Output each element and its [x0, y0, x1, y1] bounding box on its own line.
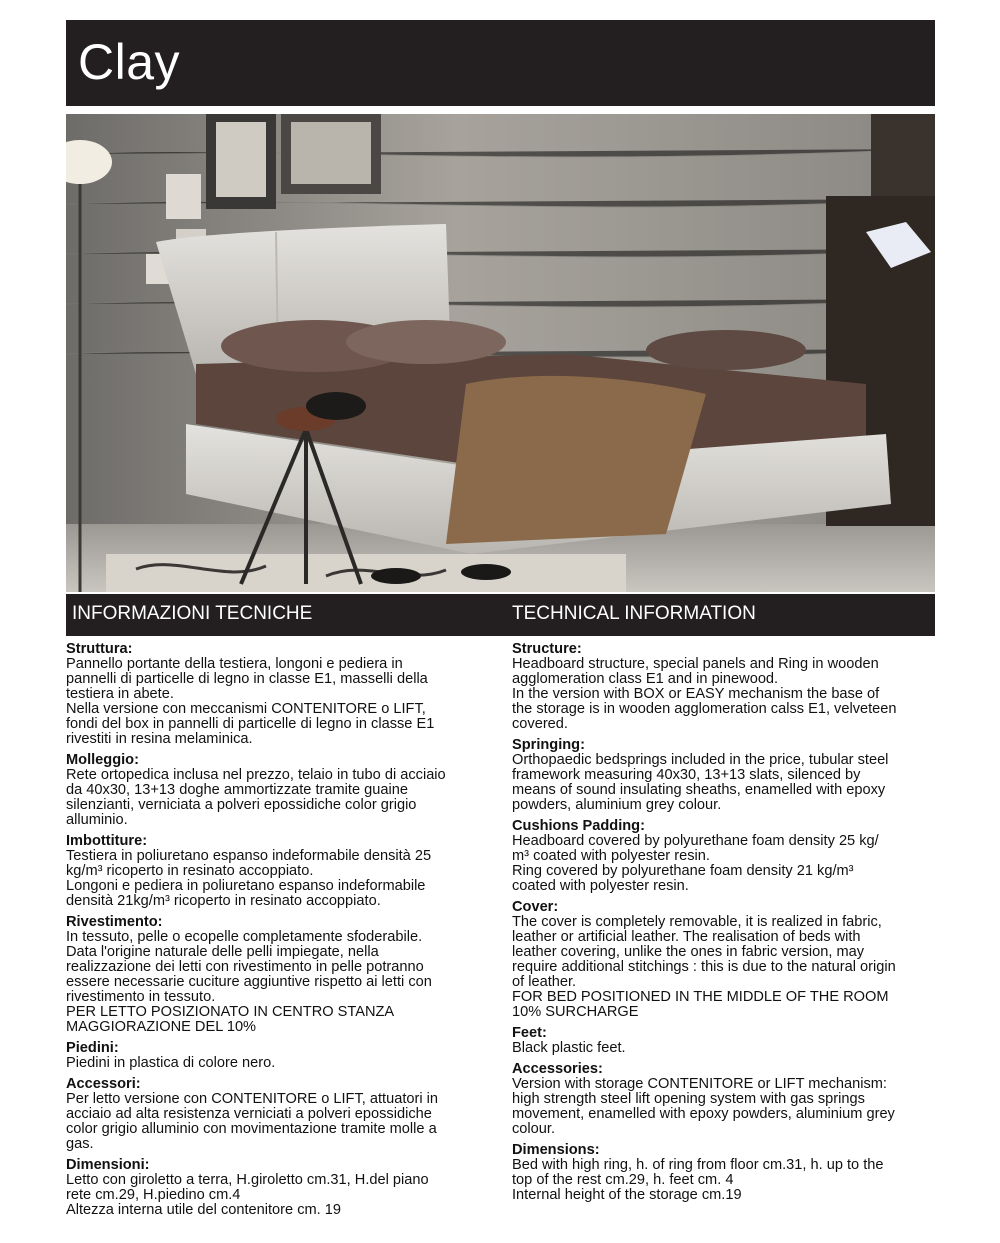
- spec-block-rivestimento: [66, 915, 491, 1035]
- spec-heading: Accessori:: [66, 1076, 141, 1092]
- spec-text: Piedini in plastica di colore nero.: [66, 1055, 276, 1071]
- spec-heading: Structure:: [512, 641, 582, 657]
- spec-block-struttura: [66, 642, 491, 747]
- spec-text: Pannello portante della testiera, longoni e pediera in pannelli di particelle di legno in classe E1, masselli della testiera in abete. Nella versione con meccanismi CONTENITORE o LIFT, fondi del box in pannelli di particelle di legno in classe E1 rivestiti in resina melaminica.: [66, 656, 435, 747]
- rug: [106, 554, 626, 592]
- spec-block-springing: [512, 738, 937, 813]
- spec-block-piedini: [66, 1041, 491, 1071]
- spec-text: Bed with high ring, h. of ring from floor cm.31, h. up to the top of the rest cm.29, h. feet cm. 4 Internal height of the storage cm.19: [512, 1157, 884, 1203]
- spec-text: Letto con giroletto a terra, H.giroletto cm.31, H.del piano rete cm.29, H.piedino cm.4 Altezza interna utile del contenitore cm. 19: [66, 1172, 429, 1218]
- spec-block-imbottiture: [66, 834, 491, 909]
- spec-heading: Springing:: [512, 737, 585, 753]
- title-bar: [66, 20, 935, 106]
- spec-block-structure: [512, 642, 937, 732]
- spec-block-cushions-padding: [512, 819, 937, 894]
- spec-heading: Cover:: [512, 899, 559, 915]
- spec-block-dimensioni: [66, 1158, 491, 1218]
- spec-heading: Molleggio:: [66, 752, 139, 768]
- spec-text: Headboard covered by polyurethane foam density 25 kg/ m³ coated with polyester resin. Ring covered by polyurethane foam density 21 kg/m³ coated with polyester resin.: [512, 833, 879, 894]
- spec-block-accessori: [66, 1077, 491, 1152]
- spec-text: Rete ortopedica inclusa nel prezzo, telaio in tubo di acciaio da 40x30, 13+13 doghe ammortizzate tramite guaine silenzianti, verniciata a polveri epossidiche color grigio alluminio.: [66, 767, 446, 828]
- spec-heading: Cushions Padding:: [512, 818, 645, 834]
- spec-text: Orthopaedic bedsprings included in the price, tubular steel framework measuring 40x30, 13+13 slats, silenced by means of sound insulating sheaths, enamelled with epoxy powders, aluminium grey colour.: [512, 752, 889, 813]
- spec-text: Black plastic feet.: [512, 1040, 626, 1056]
- spec-heading: Struttura:: [66, 641, 133, 657]
- spec-heading: Rivestimento:: [66, 914, 163, 930]
- spec-block-dimensions: [512, 1143, 937, 1203]
- spec-text: In tessuto, pelle o ecopelle completamente sfoderabile. Data l'origine naturale delle pelli impiegate, nella realizzazione dei letti con rivestimento in pelle potranno essere necessarie cuciture aggiuntive rispetto ai letti con rivestimento in tessuto. PER LETTO POSIZIONATO IN CENTRO STANZA MAGGIORAZIONE DEL 10%: [66, 929, 432, 1035]
- pillow: [646, 330, 806, 370]
- section-title-english: TECHNICAL INFORMATION: [512, 603, 756, 624]
- throw-blanket: [446, 376, 706, 544]
- section-header-bar: [66, 594, 935, 636]
- spec-block-feet: [512, 1026, 937, 1056]
- spec-heading: Piedini:: [66, 1040, 119, 1056]
- spec-block-molleggio: [66, 753, 491, 828]
- spec-heading: Accessories:: [512, 1061, 603, 1077]
- italian-specs-column: [66, 642, 491, 1224]
- spec-block-accessories: [512, 1062, 937, 1137]
- spec-heading: Dimensions:: [512, 1142, 600, 1158]
- spec-text: Headboard structure, special panels and Ring in wooden agglomeration class E1 and in pinewood. In the version with BOX or EASY mechanism the base of the storage is in wooden agglomeration calss E1, velveteen covered.: [512, 656, 897, 732]
- spec-text: Version with storage CONTENITORE or LIFT mechanism: high strength steel lift opening system with gas springs movement, enamelled with epoxy powders, aluminium grey colour.: [512, 1076, 895, 1137]
- bed-illustration: [66, 114, 935, 592]
- spec-text: The cover is completely removable, it is realized in fabric, leather or artificial leather. The realisation of beds with leather covering, unlike the ones in fabric version, may require additional stitchings : this is due to the natural origin of leather. FOR BED POSITIONED IN THE MIDDLE OF THE ROOM 10% SURCHARGE: [512, 914, 896, 1020]
- product-photo: [66, 114, 935, 592]
- spec-heading: Imbottiture:: [66, 833, 148, 849]
- english-specs-column: [512, 642, 937, 1209]
- spec-heading: Dimensioni:: [66, 1157, 150, 1173]
- spec-text: Testiera in poliuretano espanso indeformabile densità 25 kg/m³ ricoperto in resinato accoppiato. Longoni e pediera in poliuretano espanso indeformabile densità 21kg/m³ ricoperto in resinato accoppiato.: [66, 848, 432, 909]
- pillow: [346, 320, 506, 364]
- page-title: Clay: [78, 34, 181, 90]
- spec-text: Per letto versione con CONTENITORE o LIFT, attuatori in acciaio ad alta resistenza verniciati a polveri epossidiche color grigio alluminio con movimentazione tramite molle a gas.: [66, 1091, 439, 1152]
- spec-block-cover: [512, 900, 937, 1020]
- section-title-italian: INFORMAZIONI TECNICHE: [72, 603, 313, 624]
- spec-heading: Feet:: [512, 1025, 547, 1041]
